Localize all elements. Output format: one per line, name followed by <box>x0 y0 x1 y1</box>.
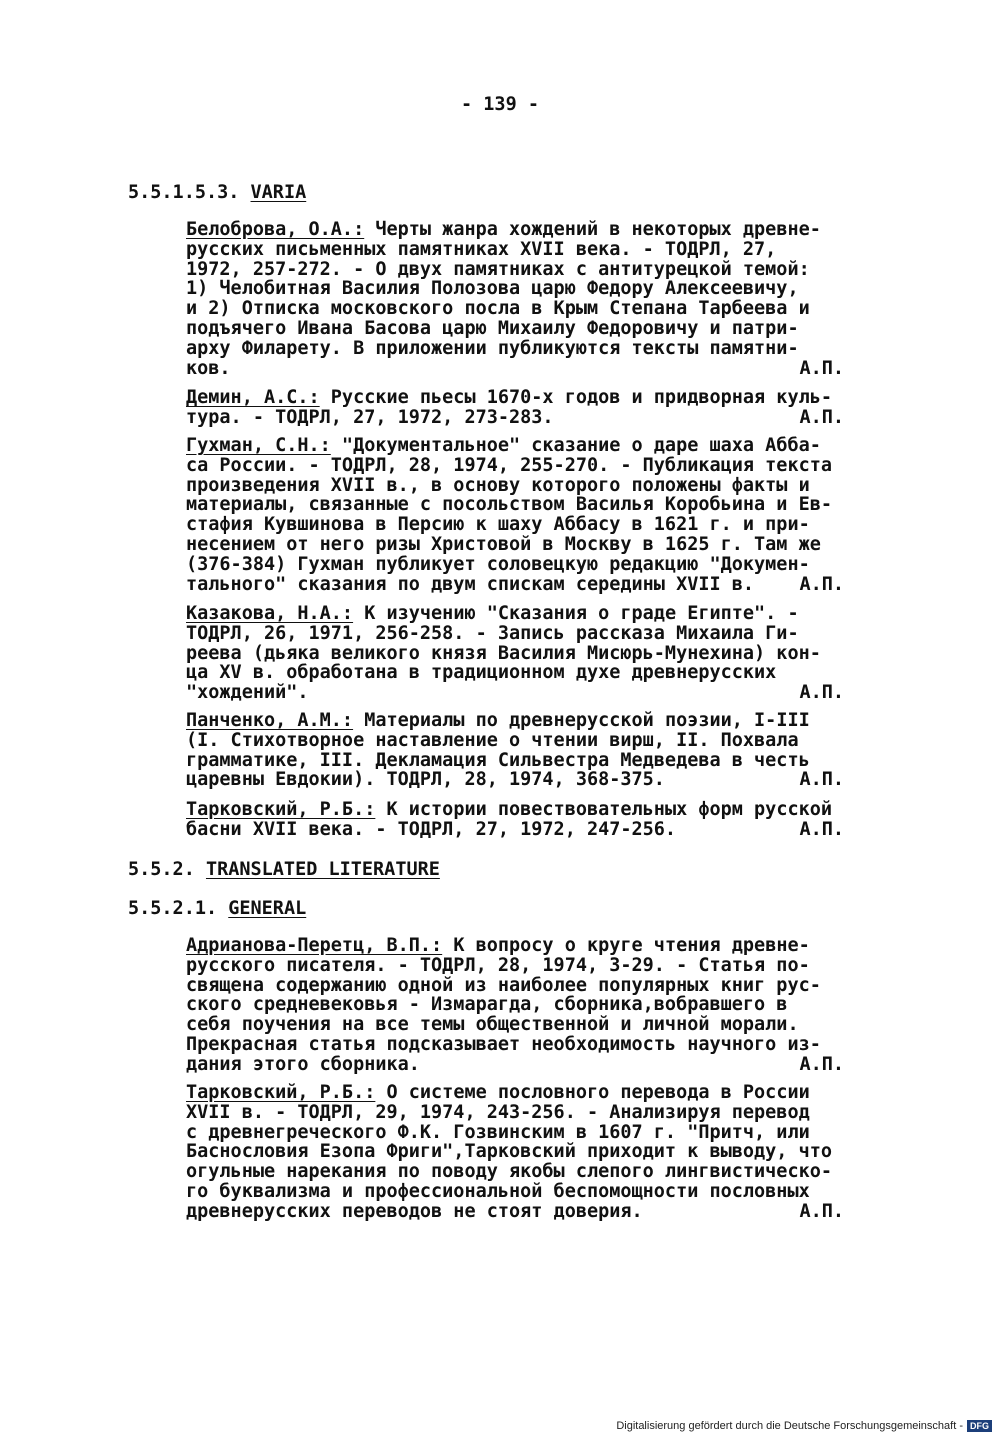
entry-signature: А.П. <box>799 769 844 791</box>
entry-line-text: ТОДРЛ, 26, 1971, 256-258. - Запись рассказа Михаила Ги- <box>186 622 799 644</box>
bibliography-entry <box>186 388 866 428</box>
entry-line-text: Баснословия Езопа Фриги",Тарковский приходит к выводу, что <box>186 1141 833 1163</box>
entry-text <box>186 575 754 595</box>
entry-line-text: К изучению "Сказания о граде Египте". - <box>353 603 799 624</box>
entry-line <box>186 240 866 260</box>
entry-line <box>186 956 866 976</box>
entry-signature: А.П. <box>799 357 844 379</box>
entry-text <box>186 240 776 260</box>
entry-line <box>186 1202 866 1222</box>
entry-line-text: произведения XVII в., в основу которого положены факты и <box>186 474 810 496</box>
entry-text <box>186 956 810 976</box>
entry-text <box>186 1055 420 1075</box>
entry-line-text: русского писателя. - ТОДРЛ, 28, 1974, 3-29. - Статья по- <box>186 954 810 976</box>
entry-line-text: Русские пьесы 1670-х годов и придворная куль- <box>319 387 833 408</box>
entry-line <box>186 644 866 664</box>
entry-author: Адрианова-Перетц, В.П.: <box>186 935 443 956</box>
entry-line <box>186 535 866 555</box>
entry-line-text: ского средневековья - Измарагда, сборника,вобравшего в <box>186 994 788 1016</box>
entry-text <box>186 408 554 428</box>
digitization-footer <box>616 1420 992 1432</box>
entry-line-text: 1) Челобитная Василия Полозова царю Федору Алексеевичу, <box>186 278 799 300</box>
entry-line <box>186 456 866 476</box>
entry-line-text: стафия Кувшинова в Персию к шаху Аббасу в 1621 г. и при- <box>186 514 810 536</box>
entry-line <box>186 388 866 408</box>
entry-author: Панченко, А.М.: <box>186 710 354 731</box>
entry-line-text: К вопросу о круге чтения древне- <box>442 935 810 956</box>
entry-line <box>186 339 866 359</box>
entry-author: Демин, А.С.: <box>186 387 320 408</box>
entry-line-text: священа содержанию одной из наиболее популярных книг рус- <box>186 974 821 996</box>
entry-text <box>186 1035 821 1055</box>
entry-line <box>186 800 866 820</box>
entry-line-text: басни XVII века. - ТОДРЛ, 27, 1972, 247-256. <box>186 818 677 840</box>
entry-author: Гухман, С.Н.: <box>186 435 331 456</box>
bibliography-entry <box>186 800 866 840</box>
entry-signature: А.П. <box>799 1053 844 1075</box>
entry-line <box>186 820 866 840</box>
entry-line <box>186 711 866 731</box>
entry-text <box>186 319 799 339</box>
entry-text <box>186 731 799 751</box>
entry-line <box>186 515 866 535</box>
entry-line <box>186 1035 866 1055</box>
entry-text <box>186 495 832 515</box>
entry-line-text: са России. - ТОДРЛ, 28, 1974, 255-270. - Публикация текста <box>186 454 833 476</box>
entry-line-text: с древнегреческого Ф.К. Гозвинским в 1607 г. "Притч, или <box>186 1121 810 1143</box>
entry-text <box>186 770 665 790</box>
entry-line <box>186 751 866 771</box>
entry-text <box>186 535 821 555</box>
section-number: 5.5.1.5.3. <box>128 182 251 203</box>
entry-text <box>186 624 799 644</box>
entry-text <box>186 456 832 476</box>
entry-line <box>186 1182 866 1202</box>
entry-line-text: огульные нарекания по поводу якобы слепого лингвистическо- <box>186 1161 833 1183</box>
entry-line-text: подъячего Ивана Басова царю Михаилу Федоровичу и патри- <box>186 317 799 339</box>
section-title: VARIA <box>250 182 307 203</box>
entry-line <box>186 279 866 299</box>
entry-line <box>186 299 866 319</box>
entry-text <box>186 1182 810 1202</box>
entry-line <box>186 1142 866 1162</box>
entry-text <box>186 279 799 299</box>
entry-text <box>186 820 676 840</box>
section-number: 5.5.2. <box>128 859 206 880</box>
entry-text <box>186 476 810 496</box>
entry-line-text: ков. <box>186 357 231 379</box>
entry-signature: А.П. <box>799 818 844 840</box>
entry-signature: А.П. <box>799 406 844 428</box>
entry-text <box>186 936 810 956</box>
entry-line <box>186 731 866 751</box>
entry-line-text: XVII в. - ТОДРЛ, 29, 1974, 243-256. - Анализируя перевод <box>186 1101 810 1123</box>
entry-line <box>186 1162 866 1182</box>
footer-text: Digitalisierung gefördert durch die Deutsche Forschungsgemeinschaft - <box>616 1420 963 1432</box>
entry-text <box>186 299 810 319</box>
entry-signature: А.П. <box>799 1200 844 1222</box>
entry-author: Белоброва, О.А.: <box>186 219 365 240</box>
entry-line <box>186 604 866 624</box>
entry-text <box>186 555 810 575</box>
entry-line-text: грамматике, III. Декламация Сильвестра Медведева в честь <box>186 749 810 771</box>
entry-line <box>186 436 866 456</box>
entry-line-text: и 2) Отписка московского посла в Крым Степана Тарбеева и <box>186 298 810 320</box>
entry-text <box>186 260 810 280</box>
entry-line <box>186 1055 866 1075</box>
entry-text <box>186 604 799 624</box>
entry-line-text: 1972, 257-272. - О двух памятниках с антитурецкой темой: <box>186 258 810 280</box>
entry-line-text: несением от него ризы Христовой в Москву в 1625 г. Там же <box>186 533 821 555</box>
entry-text <box>186 1123 810 1143</box>
entry-line <box>186 555 866 575</box>
entry-line-text: "Документальное" сказание о даре шаха Абба- <box>330 435 821 456</box>
entry-line-text: К истории повествовательных форм русской <box>375 799 833 820</box>
entry-text <box>186 220 821 240</box>
entry-text <box>186 359 231 379</box>
entry-line <box>186 1083 866 1103</box>
entry-signature: А.П. <box>799 682 844 704</box>
entry-line-text: дания этого сборника. <box>186 1053 420 1075</box>
entry-line <box>186 995 866 1015</box>
entry-line <box>186 476 866 496</box>
entry-line-text: себя поучения на все темы общественной и личной морали. <box>186 1014 799 1036</box>
entry-line-text: Черты жанра хождений в некоторых древне- <box>364 219 821 240</box>
entry-line <box>186 220 866 240</box>
entry-line-text: царевны Евдокии). ТОДРЛ, 28, 1974, 368-375. <box>186 769 665 791</box>
section-title: TRANSLATED LITERATURE <box>205 859 440 880</box>
entry-line-text: Материалы по древнерусской поэзии, I-III <box>353 710 810 731</box>
entry-line-text: арху Филарету. В приложении публикуются тексты памятни- <box>186 337 799 359</box>
entry-text <box>186 515 810 535</box>
entry-line-text: реева (дьяка великого князя Василия Мисюрь-Мунехина) кон- <box>186 642 821 664</box>
entry-text <box>186 1142 832 1162</box>
entry-line-text: тура. - ТОДРЛ, 27, 1972, 273-283. <box>186 406 554 428</box>
entry-line <box>186 683 866 703</box>
page-number: - 139 - <box>461 94 539 115</box>
entry-line <box>186 624 866 644</box>
entry-signature: А.П. <box>799 573 844 595</box>
entry-text <box>186 711 810 731</box>
entry-line-text: О системе пословного перевода в России <box>375 1082 810 1103</box>
entry-line-text: Прекрасная статья подсказывает необходимость научного из- <box>186 1033 821 1055</box>
entry-line <box>186 936 866 956</box>
section-heading-translated <box>128 859 440 880</box>
entry-line-text: ца XV в. обработана в традиционном духе древнерусских <box>186 662 777 684</box>
entry-line <box>186 359 866 379</box>
entry-text <box>186 388 832 408</box>
entry-line-text: тального" сказания по двум спискам середины XVII в. <box>186 573 755 595</box>
entry-text <box>186 1202 643 1222</box>
entry-line <box>186 495 866 515</box>
dfg-logo: DFG <box>967 1420 992 1432</box>
entry-line-text: "хождений". <box>186 682 309 704</box>
entry-line <box>186 1015 866 1035</box>
entry-text <box>186 1162 832 1182</box>
entry-author: Тарковский, Р.Б.: <box>186 1082 376 1103</box>
entry-text <box>186 976 821 996</box>
entry-line <box>186 976 866 996</box>
bibliography-entry <box>186 1083 866 1222</box>
entry-line <box>186 319 866 339</box>
entry-text <box>186 995 787 1015</box>
entry-author: Тарковский, Р.Б.: <box>186 799 376 820</box>
entry-text <box>186 1015 799 1035</box>
entry-line <box>186 1103 866 1123</box>
entry-line-text: (I. Стихотворное наставление о чтении вирш, II. Похвала <box>186 729 799 751</box>
entry-text <box>186 751 810 771</box>
entry-line-text: русских письменных памятниках XVII века. - ТОДРЛ, 27, <box>186 238 777 260</box>
entry-text <box>186 1083 810 1103</box>
entry-line-text: древнерусских переводов не стоят доверия. <box>186 1200 643 1222</box>
entry-line <box>186 1123 866 1143</box>
bibliography-entry <box>186 436 866 594</box>
entry-line <box>186 260 866 280</box>
entry-text <box>186 644 821 664</box>
entry-line <box>186 770 866 790</box>
section-heading-general <box>128 898 306 919</box>
bibliography-entry <box>186 936 866 1075</box>
entry-text <box>186 663 776 683</box>
entry-line-text: го буквализма и профессиональной беспомощности пословных <box>186 1180 810 1202</box>
entry-text <box>186 436 821 456</box>
entry-line-text: материалы, связанные с посольством Василья Коробьина и Ев- <box>186 494 833 516</box>
entry-text <box>186 800 832 820</box>
entry-text <box>186 683 309 703</box>
entry-text <box>186 1103 810 1123</box>
bibliography-entry <box>186 604 866 703</box>
bibliography-entry <box>186 220 866 378</box>
entry-line-text: (376-384) Гухман публикует соловецкую редакцию "Докумен- <box>186 553 810 575</box>
section-heading-varia <box>128 182 306 203</box>
entry-text <box>186 339 799 359</box>
entry-line <box>186 408 866 428</box>
section-title: GENERAL <box>228 898 307 919</box>
entry-line <box>186 575 866 595</box>
section-number: 5.5.2.1. <box>128 898 229 919</box>
bibliography-entry <box>186 711 866 790</box>
entry-line <box>186 663 866 683</box>
entry-author: Казакова, Н.А.: <box>186 603 354 624</box>
